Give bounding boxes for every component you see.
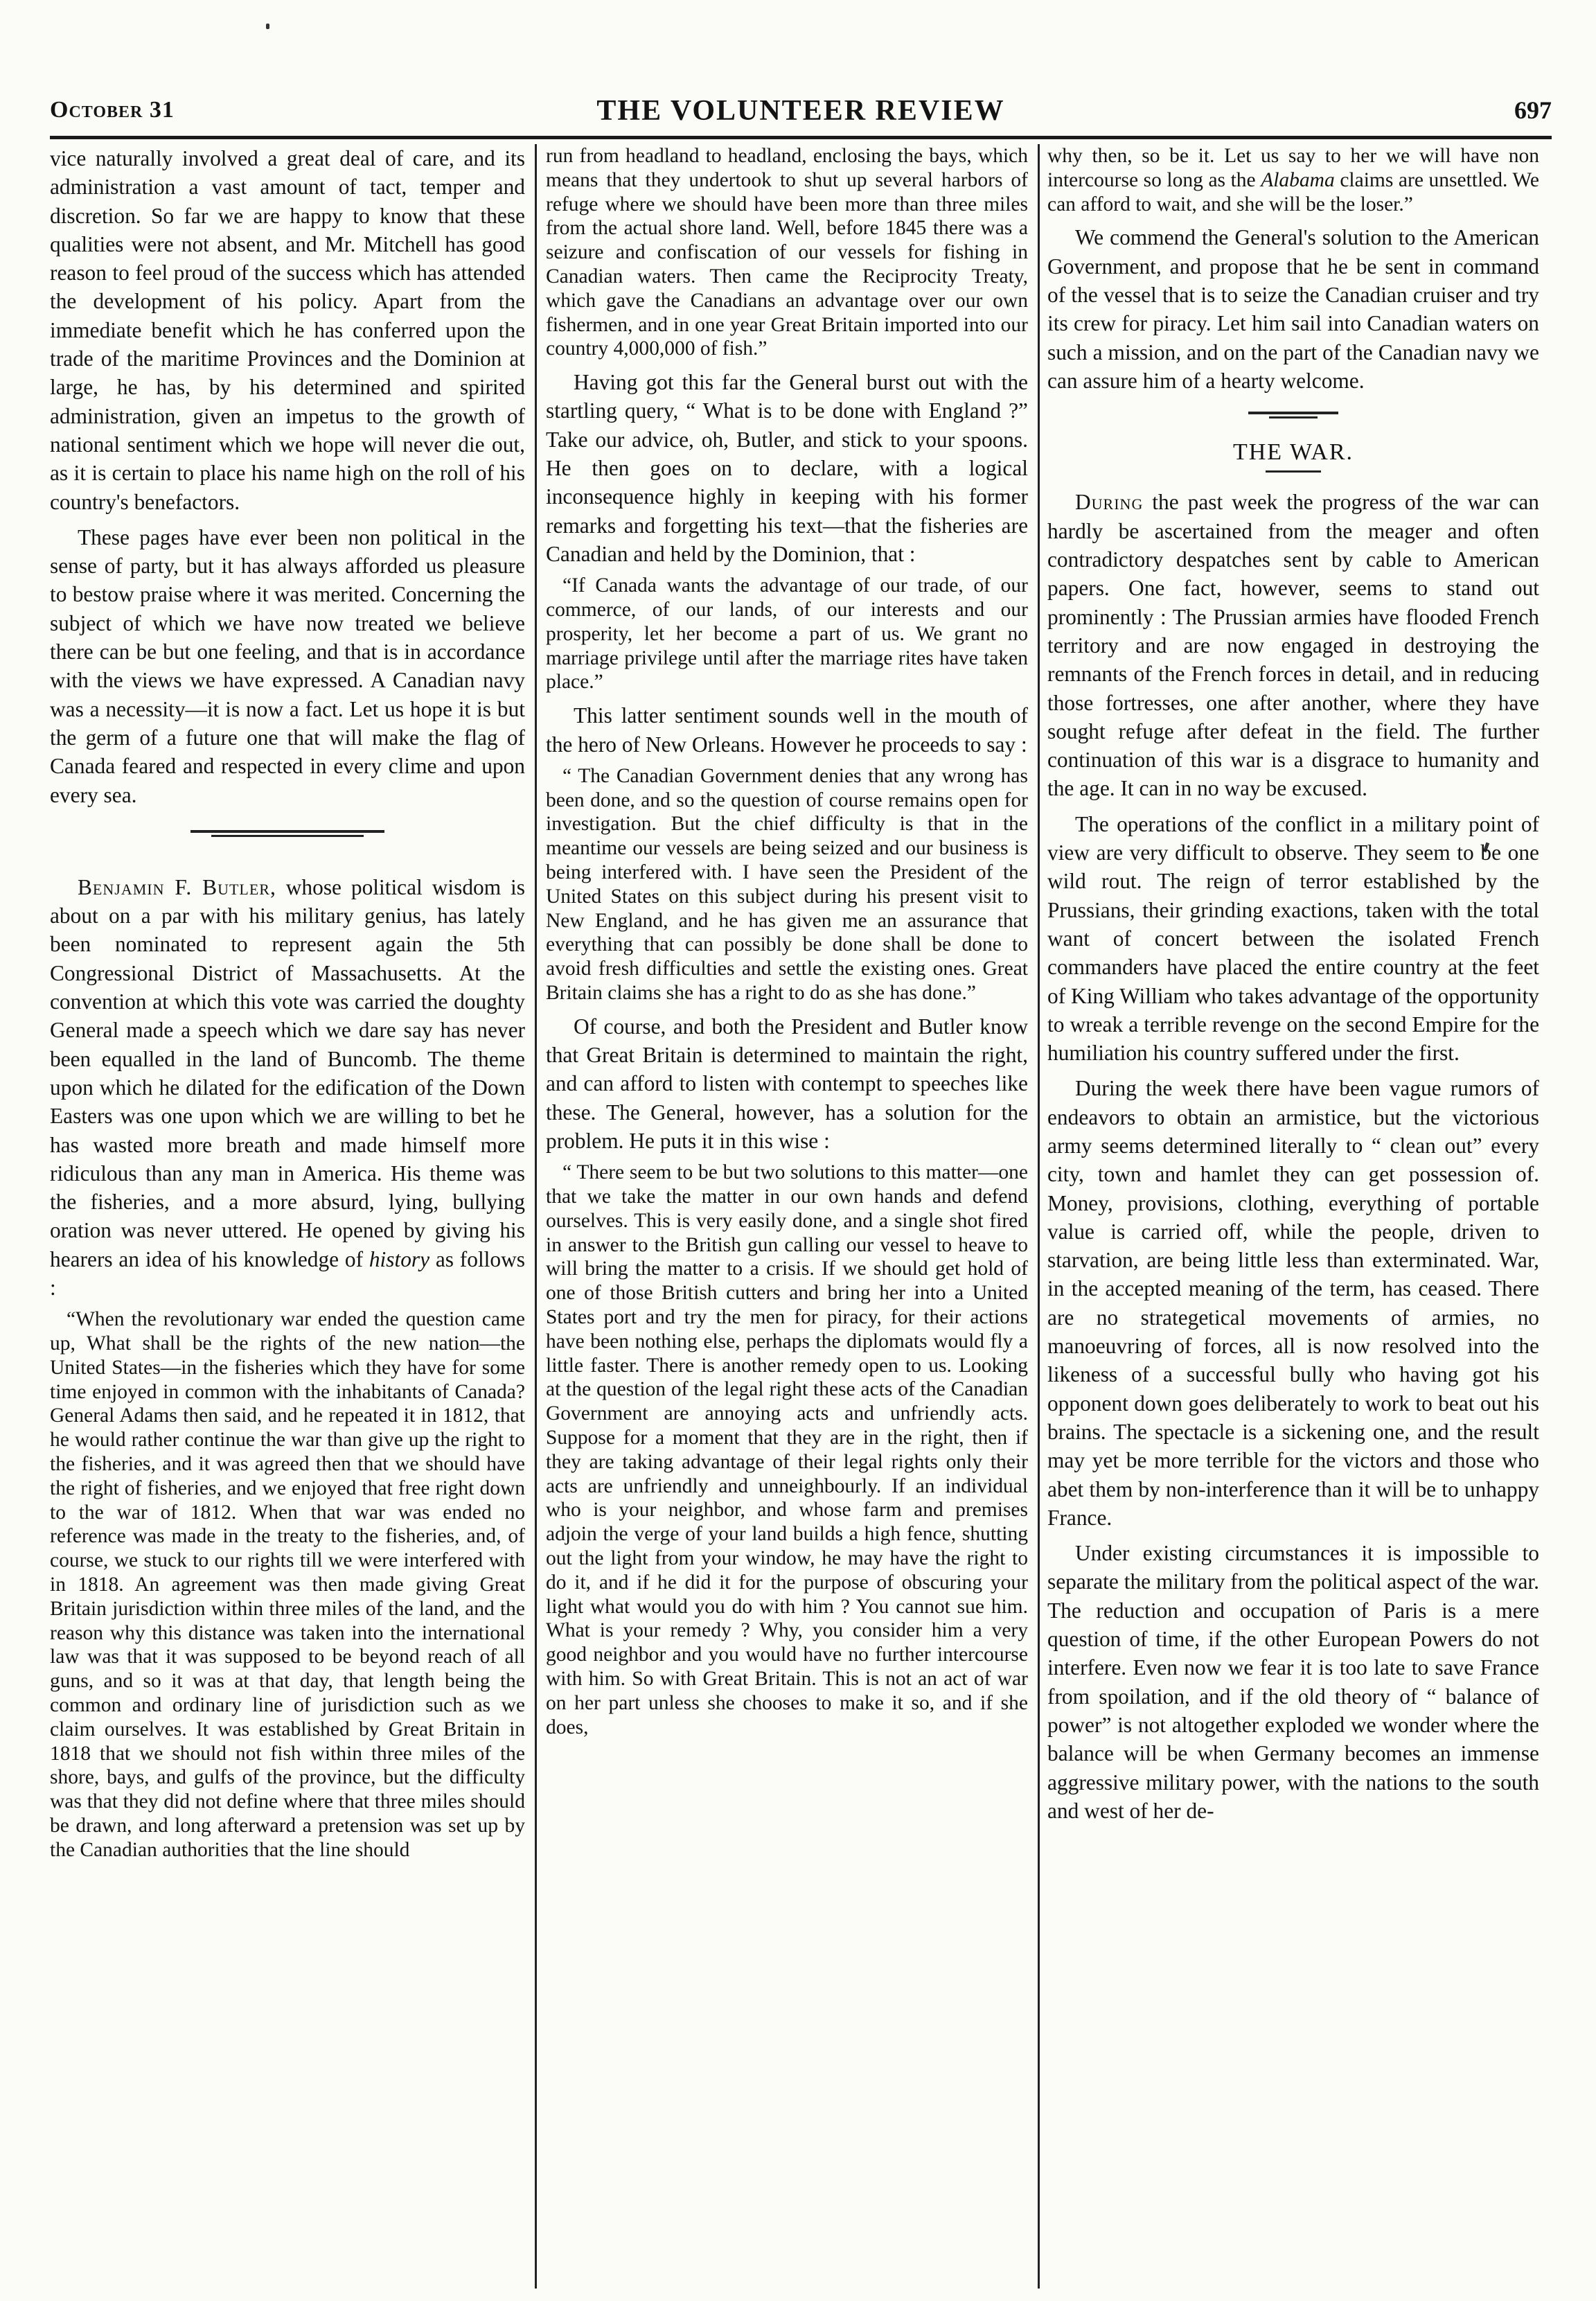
speech-quote-continued	[1047, 144, 1539, 216]
print-speck	[266, 24, 269, 29]
article-paragraph: This latter sentiment sounds well in the mouth of the hero of New Orleans. However he proceeds to say :	[546, 703, 1028, 757]
butler-paragraph	[50, 873, 525, 1302]
column-divider	[535, 144, 537, 2289]
paragraph-text: the past week the progress of the war can hardly be ascertained from the meager and often contradictory despatches sent by cable to American papers. One fact, however, seems to stand out prominently : The Prussian armies have flooded French territory and are now engaged in destroying the remnants of the French forces in detail, and in reducing those fortresses, one after another, where they have sought refuge after defeat in the field. The further continuation of this war is a disgrace to humanity and the age. It can in no way be excused.	[1047, 490, 1539, 801]
publication-title: THE VOLUNTEER REVIEW	[596, 95, 1005, 127]
lead-in-word: During	[1075, 490, 1144, 515]
article-paragraph: Having got this far the General burst out with the startling query, “ What is to be done with England ?” Take our advice, oh, Butler, and stick to your spoons. He then goes on to declare, with a logical inconsequence highly in keeping with his former remarks and forgetting his text—that the fisheries are Canadian and held by the Dominion, that :	[546, 370, 1028, 566]
column-2	[546, 144, 1028, 2289]
page-number: 697	[1514, 96, 1552, 124]
article-separator	[190, 829, 384, 838]
section-heading: THE WAR.	[1232, 439, 1354, 466]
column-3	[1047, 144, 1539, 2289]
speech-quote: “When the revolutionary war ended the question came up, What shall be the rights of the new nation—the United States—in the fisheries which they have for some time enjoyed in common with the inhabitants of Canada? General Adams then said, and he repeated it in 1812, that he would rather continue the war than give up the right to the fisheries, and it was agreed then that we should have the right of fisheries, and we enjoyed that free right down to the war of 1812. When that war was ended no reference was made in the treaty to the fisheries, and, of course, we stuck to our rights till we were interfered with in 1818. An agreement was then made giving Great Britain jurisdiction within three miles of the land, and the reason why this distance was taken into the international law was that it was supposed to be beyond reach of all guns, and so it was at that day, that length being the common and ordinary line of jurisdiction such as we claim ourselves. It was established by Great Britain in 1818 that we should not fish within three miles of the shore, bays, and gulfs of the province, but the difficulty was that they did not define where that three miles should be drawn, and long afterward a pretension was set up by the Canadian authorities that the line should	[50, 1308, 525, 1861]
quote-text: claims are unsettled. We can afford to wait, and she will be the loser.”	[1047, 168, 1539, 215]
speech-quote: “ The Canadian Government denies that any wrong has been done, and so the question of course remains open for investigation. But the chief difficulty is that in the meantime our vessels are being seized and our business is being interfered with. I have seen the President of the United States on this subject during his present visit to New England, and he has given me an assurance that everything that can possibly be done shall be done to avoid fresh difficulties and settle the existing ones. Great Britain claims she has a right to do as she has done.”	[546, 764, 1028, 1004]
column-1	[50, 144, 525, 2289]
article-paragraph: vice naturally involved a great deal of care, and its administration a vast amount of tact, temper and discretion. So far we are happy to know that these qualities were not absent, and Mr. Mitchell has good reason to feel proud of the success which has attended the development of his policy. Apart from the immediate benefit which he has conferred upon the trade of the maritime Provinces and the Dominion at large, he has, by his determined and spirited administration, given an impetus to the growth of national sentiment which we hope will never die out, as it is certain to place his name high on the roll of his country's benefactors.	[50, 146, 525, 514]
masthead-rule	[50, 136, 1552, 139]
paragraph-text: as follows :	[50, 1246, 525, 1300]
article-paragraph: Under existing circumstances it is impossible to separate the military from the political aspect of the war. The reduction and occupation of Paris is a mere question of time, if the other European Powers do not interfere. Even now we fear it is too late to save France from spoilation, and if the old theory of “ balance of power” is not altogether exploded we wonder where the balance will be when Germany becomes an immense aggressive military power, with the nations to the south and west of her de-	[1047, 1541, 1539, 1823]
emphasis-text: history	[369, 1246, 430, 1271]
article-separator	[1248, 410, 1338, 420]
emphasis-text: Alabama	[1261, 168, 1335, 191]
issue-date: October 31	[50, 97, 175, 123]
article-paragraph: During the week there have been vague rumors of endeavors to obtain an armistice, but the victorious army seems determined literally to “ clean out” every city, town and hamlet they can get possession of. Money, provisions, clothing, everything of portable value is carried off, while the people, driven to starvation, are being little less than exterminated. War, in the accepted meaning of the term, has ceased. There are no strategetical movements of armies, no manoeuvring of forces, all is now resolved into the likeness of a successful bully who having got his opponent down goes deliberately to work to beat out his brains. The spectacle is a sickening one, and the result may yet be more terrible for the victors and those who abet them by non-interference than it will be to unhappy France.	[1047, 1076, 1539, 1530]
article-paragraph: These pages have ever been non political in the sense of party, but it has always afforded us pleasure to bestow praise where it was merited. Concerning the subject of which we have now treated we believe there can be but one feeling, and that is in accordance with the views we have expressed. A Canadian navy was a necessity—it is now a fact. Let us hope it is but the germ of a future one that will make the flag of Canada feared and respected in every clime and upon every sea.	[50, 524, 525, 807]
masthead	[50, 89, 1552, 133]
speech-quote: “If Canada wants the advantage of our trade, of our commerce, of our lands, of our interests and our prosperity, let her become a part of us. We grant no marriage privilege until after the marriage rites have taken place.”	[546, 574, 1028, 694]
article-paragraph: The operations of the conflict in a military point of view are very difficult to observe. They seem to be one wild rout. The reign of terror established by the Prussians, their grinding exactions, taken with the total want of concert between the isolated French commanders have placed the entire country at the feet of King William who takes advantage of the opportunity to wreak a terrible revenge on the second Empire for the humiliation his country suffered under the first.	[1047, 811, 1539, 1066]
speech-quote-continued: run from headland to headland, enclosing the bays, which means that they undertook to shut up several harbors of refuge where we should have been more than three miles from the actual shore land. Well, before 1845 there was a seizure and confiscation of our vessels for fishing in Canadian waters. Then came the Reciprocity Treaty, which gave the Canadians an advantage over our own fishermen, and in one year Great Britain imported into our country 4,000,000 of fish.”	[546, 145, 1028, 360]
paragraph-text: whose political wisdom is about on a par with his military genius, has lately been nominated to represent again the 5th Congressional District of Massachusetts. At the convention at which this vote was carried the doughty General made a speech which we dare say has never been equalled in the land of Buncomb. The theme upon which he dilated for the edification of the Down Easters was one upon which we are willing to bet he has wasted more breath and made himself more ridiculous than any man in America. His theme was the fisheries, and a more absurd, lying, bullying oration was never uttered. He opened by giving his hearers an idea of his knowledge of	[50, 874, 525, 1271]
article-paragraph: Of course, and both the President and Butler know that Great Britain is determined to maintain the right, and can afford to listen with contempt to speeches like these. The General, however, has a solution for the problem. He puts it in this wise :	[546, 1014, 1028, 1153]
lead-in-name: Benjamin F. Butler,	[78, 874, 276, 899]
speech-quote: “ There seem to be but two solutions to this matter—one that we take the matter in our own hands and defend ourselves. This is very easily done, and a single shot fired in answer to the British gun calling our vessel to heave to will bring the matter to a crisis. If we should get hold of one of those British cutters and bring her into a United States port and try the men for piracy, for their actions have been nothing else, perhaps the diplomats would fly a little faster. There is another remedy open to us. Looking at the question of the legal right these acts of the Canadian Government are annoying acts and unfriendly acts. Suppose for a moment that they are in the right, then if they are taking advantage of their legal rights only their acts are unfriendly and unneighbourly. If an individual who is your neighbor, and whose farm and premises adjoin the verge of your land builds a high fence, shutting out the light from your window, he may have the right to do it, and if he did it for the purpose of obscuring your light what would you do with him ? You cannot sue him. What is your remedy ? Why, you consider him a very good neighbor and you would have no further intercourse with him. So with Great Britain. This is not an act of war on her part unless she chooses to make it so, and if she does,	[546, 1161, 1028, 1738]
war-paragraph	[1047, 488, 1539, 802]
column-divider	[1038, 144, 1040, 2289]
quote-text: why then, so be it. Let us say to her we will have non intercourse so long as the	[1047, 145, 1539, 191]
heading-rule	[1266, 470, 1321, 473]
article-paragraph: We commend the General's solution to the American Government, and propose that he be sent in command of the vessel that is to seize the Canadian cruiser and try its crew for piracy. Let him sail into Canadian waters on such a mission, and on the part of the Canadian navy we can assure him of a hearty welcome.	[1047, 225, 1539, 393]
